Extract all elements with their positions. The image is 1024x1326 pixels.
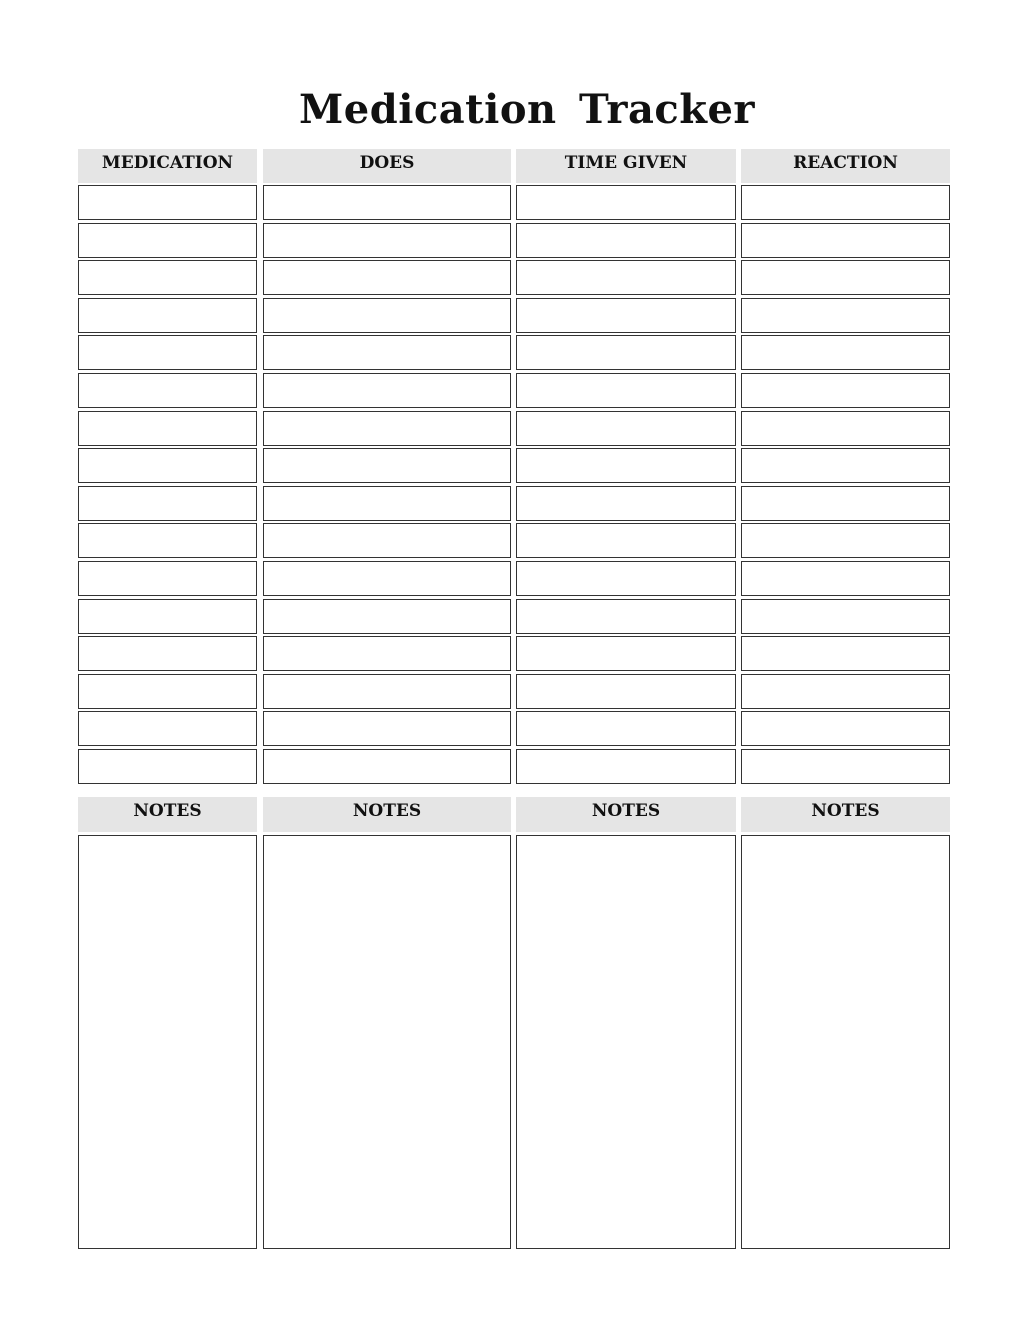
table-cell[interactable]: [263, 636, 511, 671]
table-cell[interactable]: [516, 636, 736, 671]
table-cell[interactable]: [78, 674, 257, 709]
table-cell[interactable]: [516, 411, 736, 446]
table-cell[interactable]: [516, 185, 736, 220]
table-cell[interactable]: [516, 711, 736, 746]
table-cell[interactable]: [263, 749, 511, 784]
notes-box[interactable]: [263, 835, 511, 1249]
table-cell[interactable]: [741, 448, 950, 483]
notes-box[interactable]: [78, 835, 257, 1249]
table-cell[interactable]: [741, 749, 950, 784]
notes-box[interactable]: [516, 835, 736, 1249]
column-header: MEDICATION: [78, 149, 257, 183]
table-cell[interactable]: [741, 636, 950, 671]
table-cell[interactable]: [741, 599, 950, 634]
table-cell[interactable]: [263, 599, 511, 634]
table-cell[interactable]: [78, 599, 257, 634]
table-cell[interactable]: [263, 561, 511, 596]
table-cell[interactable]: [516, 523, 736, 558]
table-cell[interactable]: [516, 749, 736, 784]
column-header: REACTION: [741, 149, 950, 183]
table-cell[interactable]: [78, 448, 257, 483]
notes-header: NOTES: [78, 797, 257, 832]
table-cell[interactable]: [516, 486, 736, 521]
table-cell[interactable]: [78, 223, 257, 258]
notes-header: NOTES: [263, 797, 511, 832]
table-cell[interactable]: [263, 711, 511, 746]
column-header: DOES: [263, 149, 511, 183]
table-cell[interactable]: [741, 335, 950, 370]
table-cell[interactable]: [263, 185, 511, 220]
table-cell[interactable]: [741, 561, 950, 596]
table-cell[interactable]: [263, 411, 511, 446]
table-cell[interactable]: [516, 260, 736, 295]
table-cell[interactable]: [263, 223, 511, 258]
table-cell[interactable]: [78, 260, 257, 295]
table-cell[interactable]: [516, 448, 736, 483]
column-header: TIME GIVEN: [516, 149, 736, 183]
notes-box[interactable]: [741, 835, 950, 1249]
table-cell[interactable]: [263, 448, 511, 483]
table-cell[interactable]: [78, 561, 257, 596]
table-cell[interactable]: [741, 185, 950, 220]
page-title: Medication Tracker: [299, 86, 755, 133]
table-cell[interactable]: [78, 486, 257, 521]
table-cell[interactable]: [741, 298, 950, 333]
table-cell[interactable]: [741, 674, 950, 709]
table-cell[interactable]: [516, 335, 736, 370]
table-cell[interactable]: [741, 223, 950, 258]
table-cell[interactable]: [78, 298, 257, 333]
table-cell[interactable]: [78, 411, 257, 446]
notes-header: NOTES: [741, 797, 950, 832]
table-cell[interactable]: [263, 523, 511, 558]
table-cell[interactable]: [741, 711, 950, 746]
table-cell[interactable]: [741, 411, 950, 446]
table-cell[interactable]: [78, 185, 257, 220]
table-cell[interactable]: [741, 523, 950, 558]
table-cell[interactable]: [741, 373, 950, 408]
table-cell[interactable]: [516, 561, 736, 596]
table-cell[interactable]: [78, 711, 257, 746]
table-cell[interactable]: [516, 373, 736, 408]
notes-header: NOTES: [516, 797, 736, 832]
table-cell[interactable]: [263, 674, 511, 709]
table-cell[interactable]: [78, 636, 257, 671]
table-cell[interactable]: [78, 335, 257, 370]
table-cell[interactable]: [516, 298, 736, 333]
table-cell[interactable]: [78, 373, 257, 408]
table-cell[interactable]: [78, 523, 257, 558]
table-cell[interactable]: [516, 223, 736, 258]
table-cell[interactable]: [263, 335, 511, 370]
table-cell[interactable]: [516, 599, 736, 634]
table-cell[interactable]: [516, 674, 736, 709]
table-cell[interactable]: [263, 373, 511, 408]
table-cell[interactable]: [263, 260, 511, 295]
table-cell[interactable]: [263, 298, 511, 333]
table-cell[interactable]: [78, 749, 257, 784]
table-cell[interactable]: [741, 486, 950, 521]
table-cell[interactable]: [263, 486, 511, 521]
table-cell[interactable]: [741, 260, 950, 295]
